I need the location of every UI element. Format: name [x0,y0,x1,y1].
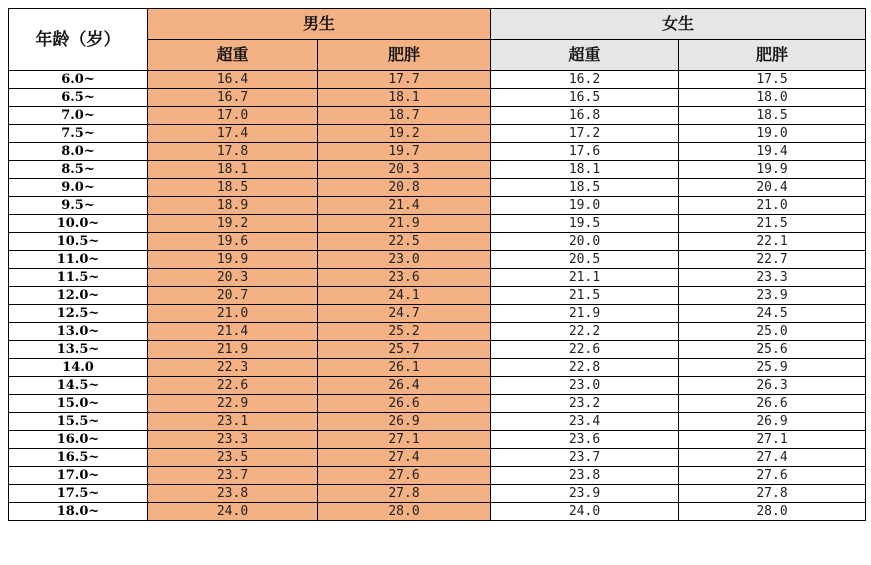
boy-overweight-cell: 17.8 [148,143,318,161]
age-cell: 18.0~ [9,503,148,521]
girl-overweight-cell: 22.8 [491,359,679,377]
boy-overweight-cell: 17.0 [148,107,318,125]
girl-obese-cell: 18.0 [679,89,866,107]
table-row [9,395,866,413]
girl-obese-cell: 27.4 [679,449,866,467]
girl-obese-cell: 27.1 [679,431,866,449]
table-row [9,269,866,287]
boy-overweight-cell: 22.6 [148,377,318,395]
table-row [9,323,866,341]
age-cell: 6.0~ [9,71,148,89]
table-header [9,9,866,71]
girl-overweight-cell: 22.6 [491,341,679,359]
boy-overweight-cell: 16.7 [148,89,318,107]
age-cell: 9.0~ [9,179,148,197]
boys-group-header: 男生 [148,9,491,40]
girl-obese-cell: 25.0 [679,323,866,341]
boy-obese-cell: 17.7 [318,71,491,89]
girl-overweight-cell: 16.2 [491,71,679,89]
boy-obese-cell: 21.4 [318,197,491,215]
girl-obese-cell: 18.5 [679,107,866,125]
table-row [9,233,866,251]
table-row [9,341,866,359]
boy-obese-cell: 25.2 [318,323,491,341]
age-cell: 10.0~ [9,215,148,233]
age-cell: 10.5~ [9,233,148,251]
boy-obese-cell: 26.1 [318,359,491,377]
girl-overweight-cell: 16.5 [491,89,679,107]
girl-overweight-cell: 23.4 [491,413,679,431]
boy-overweight-cell: 21.0 [148,305,318,323]
age-cell: 17.0~ [9,467,148,485]
age-cell: 13.5~ [9,341,148,359]
age-cell: 11.5~ [9,269,148,287]
table-row [9,377,866,395]
boy-obese-cell: 27.6 [318,467,491,485]
boy-overweight-cell: 19.2 [148,215,318,233]
girl-overweight-cell: 18.1 [491,161,679,179]
girl-overweight-cell: 24.0 [491,503,679,521]
age-cell: 13.0~ [9,323,148,341]
table-row [9,107,866,125]
boy-overweight-cell: 23.8 [148,485,318,503]
age-cell: 16.5~ [9,449,148,467]
boy-obese-cell: 26.4 [318,377,491,395]
age-cell: 7.0~ [9,107,148,125]
girl-overweight-cell: 21.5 [491,287,679,305]
girl-obese-cell: 19.9 [679,161,866,179]
boy-obese-cell: 28.0 [318,503,491,521]
boy-overweight-cell: 21.4 [148,323,318,341]
girl-obese-cell: 26.6 [679,395,866,413]
boy-obese-cell: 24.1 [318,287,491,305]
girl-obese-cell: 26.9 [679,413,866,431]
boy-overweight-cell: 23.7 [148,467,318,485]
boy-obese-cell: 19.2 [318,125,491,143]
table-row [9,359,866,377]
age-cell: 14.5~ [9,377,148,395]
age-cell: 9.5~ [9,197,148,215]
girl-overweight-cell: 23.8 [491,467,679,485]
table-row [9,413,866,431]
boy-obese-cell: 20.8 [318,179,491,197]
boy-overweight-cell: 16.4 [148,71,318,89]
table-row [9,71,866,89]
age-cell: 7.5~ [9,125,148,143]
boy-obese-cell: 25.7 [318,341,491,359]
age-cell: 17.5~ [9,485,148,503]
girl-overweight-cell: 23.6 [491,431,679,449]
girl-obese-cell: 27.6 [679,467,866,485]
header-row-group [9,9,866,40]
boy-overweight-cell: 22.3 [148,359,318,377]
table-row [9,251,866,269]
table-row [9,287,866,305]
boys-obese-header: 肥胖 [318,40,491,71]
girl-overweight-cell: 23.2 [491,395,679,413]
boy-obese-cell: 22.5 [318,233,491,251]
boy-overweight-cell: 19.9 [148,251,318,269]
boy-obese-cell: 26.9 [318,413,491,431]
girl-overweight-cell: 23.7 [491,449,679,467]
boy-overweight-cell: 24.0 [148,503,318,521]
boy-obese-cell: 27.8 [318,485,491,503]
girls-obese-header: 肥胖 [679,40,866,71]
girl-obese-cell: 21.5 [679,215,866,233]
age-cell: 8.5~ [9,161,148,179]
boy-overweight-cell: 19.6 [148,233,318,251]
table-row [9,161,866,179]
girl-obese-cell: 19.0 [679,125,866,143]
boy-overweight-cell: 21.9 [148,341,318,359]
girl-obese-cell: 21.0 [679,197,866,215]
boy-obese-cell: 27.1 [318,431,491,449]
boy-obese-cell: 18.7 [318,107,491,125]
girl-overweight-cell: 19.0 [491,197,679,215]
bmi-table [8,8,866,521]
age-cell: 15.5~ [9,413,148,431]
age-column-header: 年龄（岁） [9,9,148,71]
girl-obese-cell: 23.9 [679,287,866,305]
boy-overweight-cell: 18.9 [148,197,318,215]
table-row [9,503,866,521]
table-row [9,143,866,161]
boys-overweight-header: 超重 [148,40,318,71]
girl-overweight-cell: 17.6 [491,143,679,161]
age-cell: 6.5~ [9,89,148,107]
boy-overweight-cell: 20.3 [148,269,318,287]
girl-obese-cell: 17.5 [679,71,866,89]
table-row [9,431,866,449]
boy-obese-cell: 24.7 [318,305,491,323]
boy-overweight-cell: 23.5 [148,449,318,467]
girl-obese-cell: 19.4 [679,143,866,161]
age-cell: 14.0 [9,359,148,377]
boy-overweight-cell: 20.7 [148,287,318,305]
boy-obese-cell: 23.0 [318,251,491,269]
girl-overweight-cell: 21.1 [491,269,679,287]
age-cell: 12.5~ [9,305,148,323]
girl-obese-cell: 26.3 [679,377,866,395]
age-cell: 12.0~ [9,287,148,305]
table-row [9,467,866,485]
girl-obese-cell: 22.1 [679,233,866,251]
girl-overweight-cell: 21.9 [491,305,679,323]
girl-overweight-cell: 23.0 [491,377,679,395]
girl-overweight-cell: 18.5 [491,179,679,197]
boy-overweight-cell: 18.1 [148,161,318,179]
girl-obese-cell: 25.9 [679,359,866,377]
age-cell: 11.0~ [9,251,148,269]
age-cell: 15.0~ [9,395,148,413]
girl-overweight-cell: 19.5 [491,215,679,233]
girl-obese-cell: 24.5 [679,305,866,323]
girl-overweight-cell: 16.8 [491,107,679,125]
table-row [9,125,866,143]
table-row [9,89,866,107]
boy-obese-cell: 27.4 [318,449,491,467]
age-cell: 16.0~ [9,431,148,449]
girl-overweight-cell: 20.0 [491,233,679,251]
boy-overweight-cell: 23.3 [148,431,318,449]
girls-overweight-header: 超重 [491,40,679,71]
boy-overweight-cell: 17.4 [148,125,318,143]
girl-obese-cell: 20.4 [679,179,866,197]
table-row [9,179,866,197]
age-cell: 8.0~ [9,143,148,161]
boy-obese-cell: 18.1 [318,89,491,107]
table-body [9,71,866,521]
girl-obese-cell: 23.3 [679,269,866,287]
table-row [9,215,866,233]
boy-overweight-cell: 23.1 [148,413,318,431]
boy-overweight-cell: 22.9 [148,395,318,413]
boy-obese-cell: 23.6 [318,269,491,287]
girl-obese-cell: 22.7 [679,251,866,269]
table-row [9,305,866,323]
girl-overweight-cell: 20.5 [491,251,679,269]
boy-obese-cell: 20.3 [318,161,491,179]
girls-group-header: 女生 [491,9,866,40]
girl-obese-cell: 27.8 [679,485,866,503]
boy-obese-cell: 19.7 [318,143,491,161]
girl-obese-cell: 28.0 [679,503,866,521]
girl-obese-cell: 25.6 [679,341,866,359]
table-row [9,449,866,467]
boy-obese-cell: 21.9 [318,215,491,233]
girl-overweight-cell: 22.2 [491,323,679,341]
table-row [9,485,866,503]
table-row [9,197,866,215]
girl-overweight-cell: 23.9 [491,485,679,503]
boy-overweight-cell: 18.5 [148,179,318,197]
girl-overweight-cell: 17.2 [491,125,679,143]
boy-obese-cell: 26.6 [318,395,491,413]
